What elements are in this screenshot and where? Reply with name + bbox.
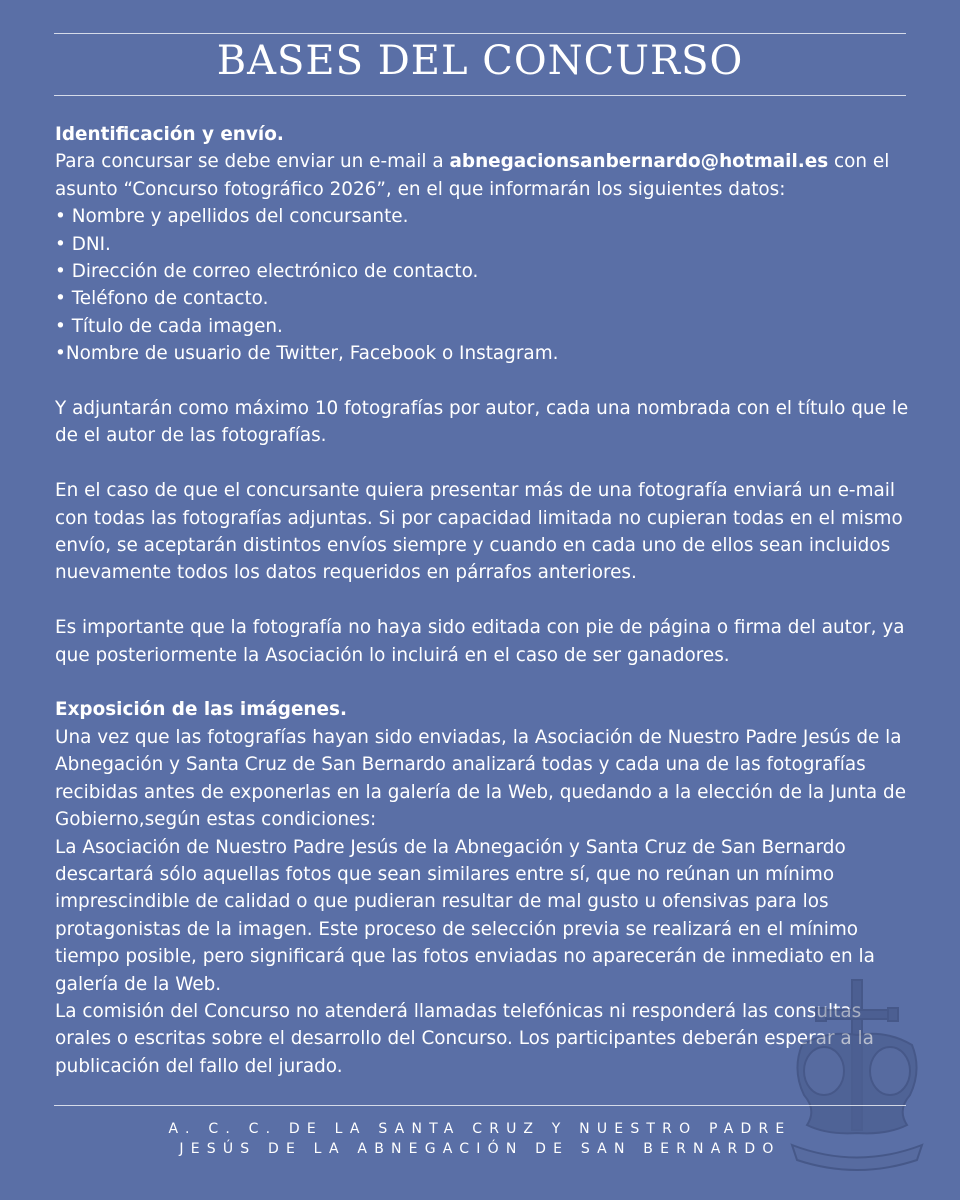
top-rule [54,33,906,34]
footer-line-1: A. C. C. DE LA SANTA CRUZ Y NUESTRO PADRE [168,1121,792,1137]
intro-text-after: con el asunto “Concurso fotográfico 2026”, en el que informarán los siguientes datos: [55,151,890,200]
list-item: • Título de cada imagen. [55,315,283,337]
intro-paragraph [55,148,910,203]
list-item: • Nombre y apellidos del concursante. [55,206,409,228]
list-item: • DNI. [55,233,111,255]
page-title: BASES DEL CONCURSO [216,38,744,84]
no-calls-paragraph: La comisión del Concurso no atenderá llamadas telefónicas ni responderá las consultas orales o escritas sobre el desarrollo del Concurso. Los participantes deberán esperar a la publicación del fallo del jurado. [55,1000,874,1077]
section-heading-exposition: Exposición de las imágenes. [55,699,347,721]
contact-email: abnegacionsanbernardo@hotmail.es [449,151,829,173]
rules-body [55,121,910,1080]
footer-line-2: JESÚS DE LA ABNEGACIÓN DE SAN BERNARDO [179,1141,781,1157]
multiple-photos-paragraph: En el caso de que el concursante quiera presentar más de una fotografía enviará un e-mail con todas las fotografías adjuntas. Si por capacidad limitada no cupieran todas en el mismo envío, se aceptarán distintos envíos siempre y cuando en cada uno de ellos sean incluidos nuevamente todos los datos requeridos en párrafos anteriores. [55,480,903,584]
footer-rule [54,1105,906,1106]
intro-text-before: Para concursar se debe enviar un e-mail a [55,151,450,173]
list-item: •Nombre de usuario de Twitter, Facebook o Instagram. [55,343,559,365]
no-editing-paragraph: Es importante que la fotografía no haya sido editada con pie de página o firma del autor, ya que posteriormente la Asociación lo incluirá en el caso de ser ganadores. [55,617,905,666]
attachments-paragraph: Y adjuntarán como máximo 10 fotografías por autor, cada una nombrada con el título que le de el autor de las fotografías. [55,398,909,447]
list-item: • Dirección de correo electrónico de contacto. [55,261,479,283]
review-paragraph: Una vez que las fotografías hayan sido enviadas, la Asociación de Nuestro Padre Jesús de la Abnegación y Santa Cruz de San Bernardo analizará todas y cada una de las fotografías recibidas antes de exponerlas en la galería de la Web, quedando a la elección de la Junta de Gobierno,según estas condiciones: [55,726,907,831]
list-item: • Teléfono de contacto. [55,288,269,310]
title-rule [54,95,906,96]
discard-paragraph: La Asociación de Nuestro Padre Jesús de la Abnegación y Santa Cruz de San Bernardo descartará sólo aquellas fotos que sean similares entre sí, que no reúnan un mínimo imprescindible de calidad o que pudieran resultar de mal gusto u ofensivas para los protagonistas de la imagen. Este proceso de selección previa se realizará en el mínimo tiempo posible, pero significará que las fotos enviadas no aparecerán de inmediato en la galería de la Web. [55,836,875,995]
section-heading-identification: Identificación y envío. [55,124,284,145]
